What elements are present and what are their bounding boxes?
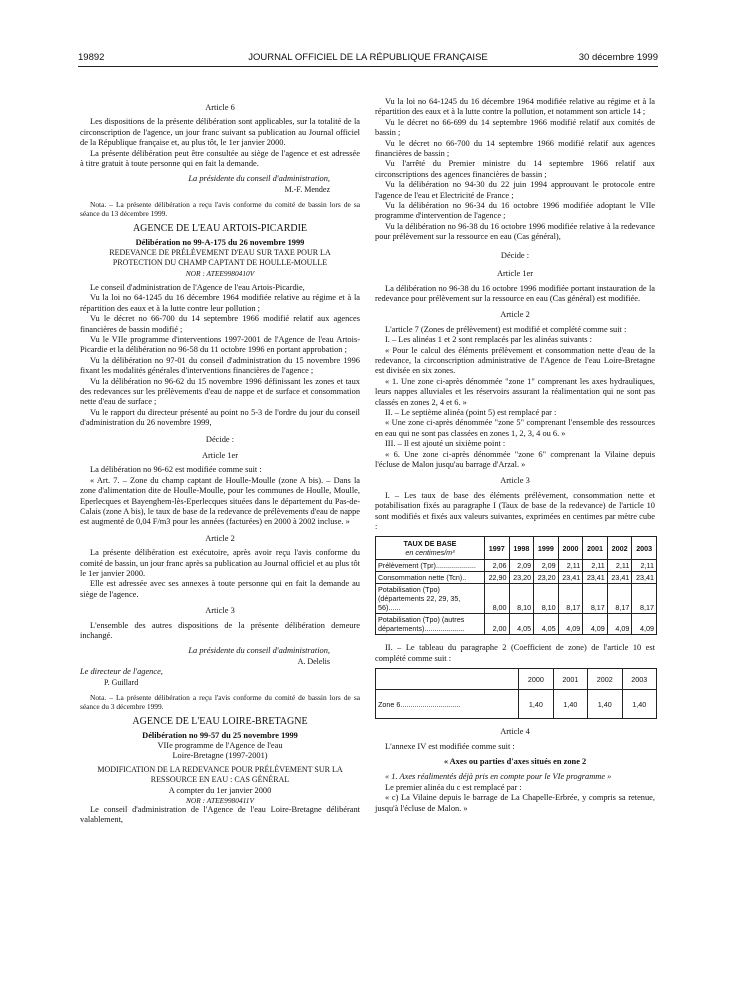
table-cell: 23,41 xyxy=(632,572,657,584)
paragraph: Les dispositions de la présente délibération sont applicables, sur la totalité de la circonscription de l'agence, un jour franc suivant sa publication au Journal officiel de la République française et, au plus tôt, le 1er janvier 2000. xyxy=(80,117,360,148)
section-heading: « Axes ou parties d'axes situés en zone 2 xyxy=(443,757,587,767)
table-cell: 1,40 xyxy=(588,690,622,719)
table-cell: 2,06 xyxy=(485,560,510,572)
year-header: 2002 xyxy=(588,669,622,690)
table-cell: 8,00 xyxy=(485,584,510,614)
paragraph: « 1. Axes réalimentés déjà pris en compte pour le VIe programme » xyxy=(385,772,612,782)
table-cell: 23,41 xyxy=(583,572,608,584)
table-cell: 4,09 xyxy=(607,614,632,635)
paragraph: Vu la délibération no 96-38 du 16 octobre 1996 modifiée relative à la redevance pour prélèvement sur la ressource en eau (Cas général), xyxy=(375,221,655,242)
article-title: Article 3 xyxy=(500,476,530,486)
table-cell: 22,90 xyxy=(485,572,510,584)
table-cell: 8,17 xyxy=(558,584,583,614)
signature-name: M.-F. Mendez xyxy=(284,184,330,194)
nota: Nota. – La présente délibération a reçu l'avis conforme du comité de bassin lors de sa séance du 3 décembre 1999. xyxy=(80,693,360,712)
table-row xyxy=(376,690,657,719)
year-header: 1999 xyxy=(534,537,559,560)
signature-title: La présidente du conseil d'administration, xyxy=(188,646,330,656)
paragraph: Le conseil d'administration de l'Agence de l'eau Artois-Picardie, xyxy=(90,282,305,292)
paragraph: L'annexe IV est modifiée comme suit : xyxy=(385,741,515,751)
deliberation-title: Délibération no 99-A-175 du 26 novembre 1999 xyxy=(135,237,305,247)
zone-coefficient-table xyxy=(375,668,657,719)
paragraph: « 6. Une zone ci-après dénommée "zone 6" comprenant la Vilaine depuis l'écluse de Malon jusqu'au barrage d'Arzal. » xyxy=(375,449,655,469)
paragraph: II. – Le tableau du paragraphe 2 (Coefficient de zone) de l'article 10 est complété comme suit : xyxy=(375,643,655,663)
program-line: Loire-Bretagne (1997-2001) xyxy=(172,751,268,761)
year-header: 2003 xyxy=(622,669,656,690)
table-cell: 1,40 xyxy=(519,690,553,719)
paragraph: Vu le décret no 66-700 du 14 septembre 1966 modifié relatif aux agences financières de bassin ; xyxy=(375,138,655,159)
decide-label: Décide : xyxy=(500,250,530,260)
paragraph: Le conseil d'administration de l'Agence de l'eau Loire-Bretagne délibérant valablement, xyxy=(80,804,360,825)
year-header: 1997 xyxy=(485,537,510,560)
deliberation-title: Délibération no 99-57 du 25 novembre 1999 xyxy=(142,730,298,740)
table-cell: 8,10 xyxy=(534,584,559,614)
left-column xyxy=(80,97,360,826)
year-header: 2002 xyxy=(607,537,632,560)
page-header xyxy=(78,52,658,66)
paragraph: « Art. 7. – Zone du champ captant de Houlle-Moulle (zone A bis). – Dans la zone d'alimentation dite de Houlle-Moulle, pour les communes de Houlle, Moulle, Eperlecques et Bayenghem-lès-Eperlecques situées dans le département du Pas-de-Calais (zone A bis), le taux de base de la redevance de prélèvements d'eau de nappe est augmenté de 0,04 F/m3 pour les années (facturées) en 2000 à 2002 incluse. » xyxy=(80,475,360,527)
year-header: 2000 xyxy=(558,537,583,560)
paragraph: Elle est adressée avec ses annexes à toute personne qui en fait la demande au siège de l'agence. xyxy=(80,579,360,599)
article-title: Article 1er xyxy=(201,450,239,460)
paragraph: III. – Il est ajouté un sixième point : xyxy=(385,439,506,449)
header-rule xyxy=(78,66,658,67)
nota: Nota. – La présente délibération a reçu l'avis conforme du comité de bassin lors de sa séance du 13 décembre 1999. xyxy=(80,200,360,219)
effective-date: A compter du 1er janvier 2000 xyxy=(168,785,272,795)
signature-name: P. Guillard xyxy=(104,677,139,687)
table-header-label: TAUX DE BASE en centimes/m³ xyxy=(376,537,485,560)
right-column xyxy=(375,97,655,814)
paragraph: Vu le décret no 66-700 du 14 septembre 1966 modifié relatif aux agences financières de bassin modifié ; xyxy=(80,314,360,334)
table-cell: 23,41 xyxy=(607,572,632,584)
agency-heading: AGENCE DE L'EAU LOIRE-BRETAGNE xyxy=(132,716,308,728)
program-line: VIIe programme de l'Agence de l'eau xyxy=(157,740,283,750)
signature-title: Le directeur de l'agence, xyxy=(80,667,163,677)
table-cell: 8,17 xyxy=(583,584,608,614)
year-header: 2003 xyxy=(632,537,657,560)
table-cell: 23,20 xyxy=(534,572,559,584)
table-row xyxy=(376,560,657,572)
paragraph: La présente délibération est exécutoire, après avoir reçu l'avis conforme du comité de bassin, un jour franc après sa publication au Journal officiel et au plus tôt le 1er janvier 2000. xyxy=(80,548,360,579)
row-label: Potabilisation (Tpo) (départements 22, 29, 35, 56)...... xyxy=(376,584,485,614)
row-label: Consommation nette (Tcn).. xyxy=(376,572,485,584)
signature-title: La présidente du conseil d'administration, xyxy=(188,174,330,184)
agency-heading: AGENCE DE L'EAU ARTOIS-PICARDIE xyxy=(132,223,308,235)
table-cell: 2,00 xyxy=(485,614,510,635)
article-title: Article 6 xyxy=(205,103,235,112)
paragraph: Vu la délibération no 96-62 du 15 novembre 1996 définissant les zones et taux des redevances sur les prélèvements d'eau de nappe et de surface et consommation nette d'eau de surface ; xyxy=(80,376,360,407)
nor-reference: NOR : ATEE9980410V xyxy=(185,268,255,278)
table-cell: 4,09 xyxy=(632,614,657,635)
deliberation-subject: MODIFICATION DE LA REDEVANCE POUR PRÉLÈVEMENT SUR LA RESSOURCE EN EAU : CAS GÉNÉRAL xyxy=(97,764,343,785)
table-cell: 4,09 xyxy=(583,614,608,635)
journal-title: JOURNAL OFFICIEL DE LA RÉPUBLIQUE FRANÇAISE xyxy=(248,52,488,63)
paragraph: La délibération no 96-62 est modifiée comme suit : xyxy=(90,465,262,475)
deliberation-subject: REDEVANCE DE PRÉLÈVEMENT D'EAU SUR TAXE POUR LA PROTECTION DU CHAMP CAPTANT DE HOULLE-MOULLE xyxy=(109,248,331,268)
issue-date: 30 décembre 1999 xyxy=(578,52,658,63)
paragraph: Vu le décret no 66-699 du 14 septembre 1966 modifié relatif aux comités de bassin ; xyxy=(375,117,655,138)
table-cell: 23,41 xyxy=(558,572,583,584)
paragraph: L'ensemble des autres dispositions de la présente délibération demeure inchangé. xyxy=(80,620,360,641)
table-cell: 2,09 xyxy=(534,560,559,572)
paragraph: Vu la délibération no 96-34 du 16 octobre 1996 modifiée adoptant le VIIe programme d'intervention de l'agence ; xyxy=(375,201,655,221)
paragraph: La présente délibération peut être consultée au siège de l'agence et est adressée à titre gratuit à toute personne qui en fait la demande. xyxy=(80,148,360,169)
row-label: Potabilisation (Tpo) (autres départements).................... xyxy=(376,614,485,635)
article-title: Article 4 xyxy=(500,727,530,737)
paragraph: La délibération no 96-38 du 16 octobre 1996 modifiée portant instauration de la redevance pour prélèvement sur la ressource en eau (Cas général) est modifiée. xyxy=(375,283,655,303)
paragraph: « c) La Vilaine depuis le barrage de La Chapelle-Erbrée, y compris sa retenue, jusqu'à l'écluse de Malon. » xyxy=(375,793,655,813)
table-cell: 4,05 xyxy=(509,614,534,635)
paragraph: Vu l'arrêté du Premier ministre du 14 septembre 1966 relatif aux circonscriptions des agences financières de bassin ; xyxy=(375,159,655,179)
paragraph: II. – Le septième alinéa (point 5) est remplacé par : xyxy=(385,407,557,417)
table-cell: 4,05 xyxy=(534,614,559,635)
year-header: 1998 xyxy=(509,537,534,560)
year-header: 2001 xyxy=(583,537,608,560)
table-cell: 2,11 xyxy=(632,560,657,572)
article-title: Article 2 xyxy=(500,310,530,320)
page-number: 19892 xyxy=(78,52,105,63)
paragraph: « Une zone ci-après dénommée "zone 5" comprenant l'ensemble des ressources en eau qui ne sont pas classées en zones 1, 2, 3, 4 ou 6. » xyxy=(375,418,655,438)
paragraph: Vu la loi no 64-1245 du 16 décembre 1964 modifiée relative au régime et à la répartition des eaux et à la lutte contre leur pollution ; xyxy=(80,293,360,313)
signature-name: A. Delelis xyxy=(297,656,330,666)
paragraph: Vu la loi no 64-1245 du 16 décembre 1964 modifiée relative au régime et à la répartition des eaux et à la lutte contre la pollution, et notamment son article 14 ; xyxy=(375,97,655,117)
table-row xyxy=(376,572,657,584)
paragraph: Vu la délibération no 97-01 du conseil d'administration du 15 novembre 1996 fixant les modalités générales d'interventions financières de l'agence ; xyxy=(80,355,360,376)
table-cell: 8,17 xyxy=(607,584,632,614)
article-title: Article 1er xyxy=(496,269,534,279)
paragraph: Vu le VIIe programme d'interventions 1997-2001 de l'Agence de l'eau Artois-Picardie et la délibération no 96-58 du 11 octobre 1996 en portant approbation ; xyxy=(80,334,360,355)
paragraph: Vu la délibération no 94-30 du 22 juin 1994 approuvant le protocole entre l'agence de l'eau et Electricité de France ; xyxy=(375,180,655,200)
paragraph: I. – Les taux de base des éléments prélèvement, consommation nette et potabilisation fixés au paragraphe I (Taux de base de la redevance) de l'article 10 sont modifiés et fixés aux valeurs suivantes, exprimées en centimes par mètre cube : xyxy=(375,490,655,532)
paragraph: Le premier alinéa du c est remplacé par : xyxy=(385,782,522,792)
paragraph: « Pour le calcul des éléments prélèvement et consommation nette d'eau de la redevance, la circonscription administrative de l'Agence de l'eau Loire-Bretagne est divisée en six zones. xyxy=(375,345,655,376)
table-cell: 2,11 xyxy=(558,560,583,572)
table-cell: 2,11 xyxy=(607,560,632,572)
table-row xyxy=(376,584,657,614)
paragraph: L'article 7 (Zones de prélèvement) est modifié et complété comme suit : xyxy=(385,324,627,334)
base-rate-table xyxy=(375,536,657,635)
paragraph: I. – Les alinéas 1 et 2 sont remplacés par les alinéas suivants : xyxy=(385,335,592,345)
paragraph: « 1. Une zone ci-après dénommée "zone 1" comprenant les axes hydrauliques, leurs nappes alluviales et les réservoirs assurant la réalimentation qui ne sont pas classés en zones 2, 4 et 6. » xyxy=(375,376,655,407)
row-label: Zone 6.............................. xyxy=(376,690,519,719)
table-row xyxy=(376,614,657,635)
table-cell: 23,20 xyxy=(509,572,534,584)
table-cell: 2,11 xyxy=(583,560,608,572)
table-cell: 8,10 xyxy=(509,584,534,614)
year-header: 2001 xyxy=(553,669,587,690)
row-label: Prélèvement (Tpr).................... xyxy=(376,560,485,572)
table-cell: 8,17 xyxy=(632,584,657,614)
paragraph: Vu le rapport du directeur présenté au point no 5-3 de l'ordre du jour du conseil d'administration du 26 novembre 1999, xyxy=(80,407,360,428)
nor-reference: NOR : ATEE9980411V xyxy=(185,795,255,805)
article-title: Article 3 xyxy=(205,606,235,616)
empty-header-cell xyxy=(376,669,519,690)
article-title: Article 2 xyxy=(205,533,235,543)
table-cell: 1,40 xyxy=(622,690,656,719)
table-cell: 4,09 xyxy=(558,614,583,635)
table-cell: 2,09 xyxy=(509,560,534,572)
decide-label: Décide : xyxy=(205,434,235,444)
table-cell: 1,40 xyxy=(553,690,587,719)
year-header: 2000 xyxy=(519,669,553,690)
